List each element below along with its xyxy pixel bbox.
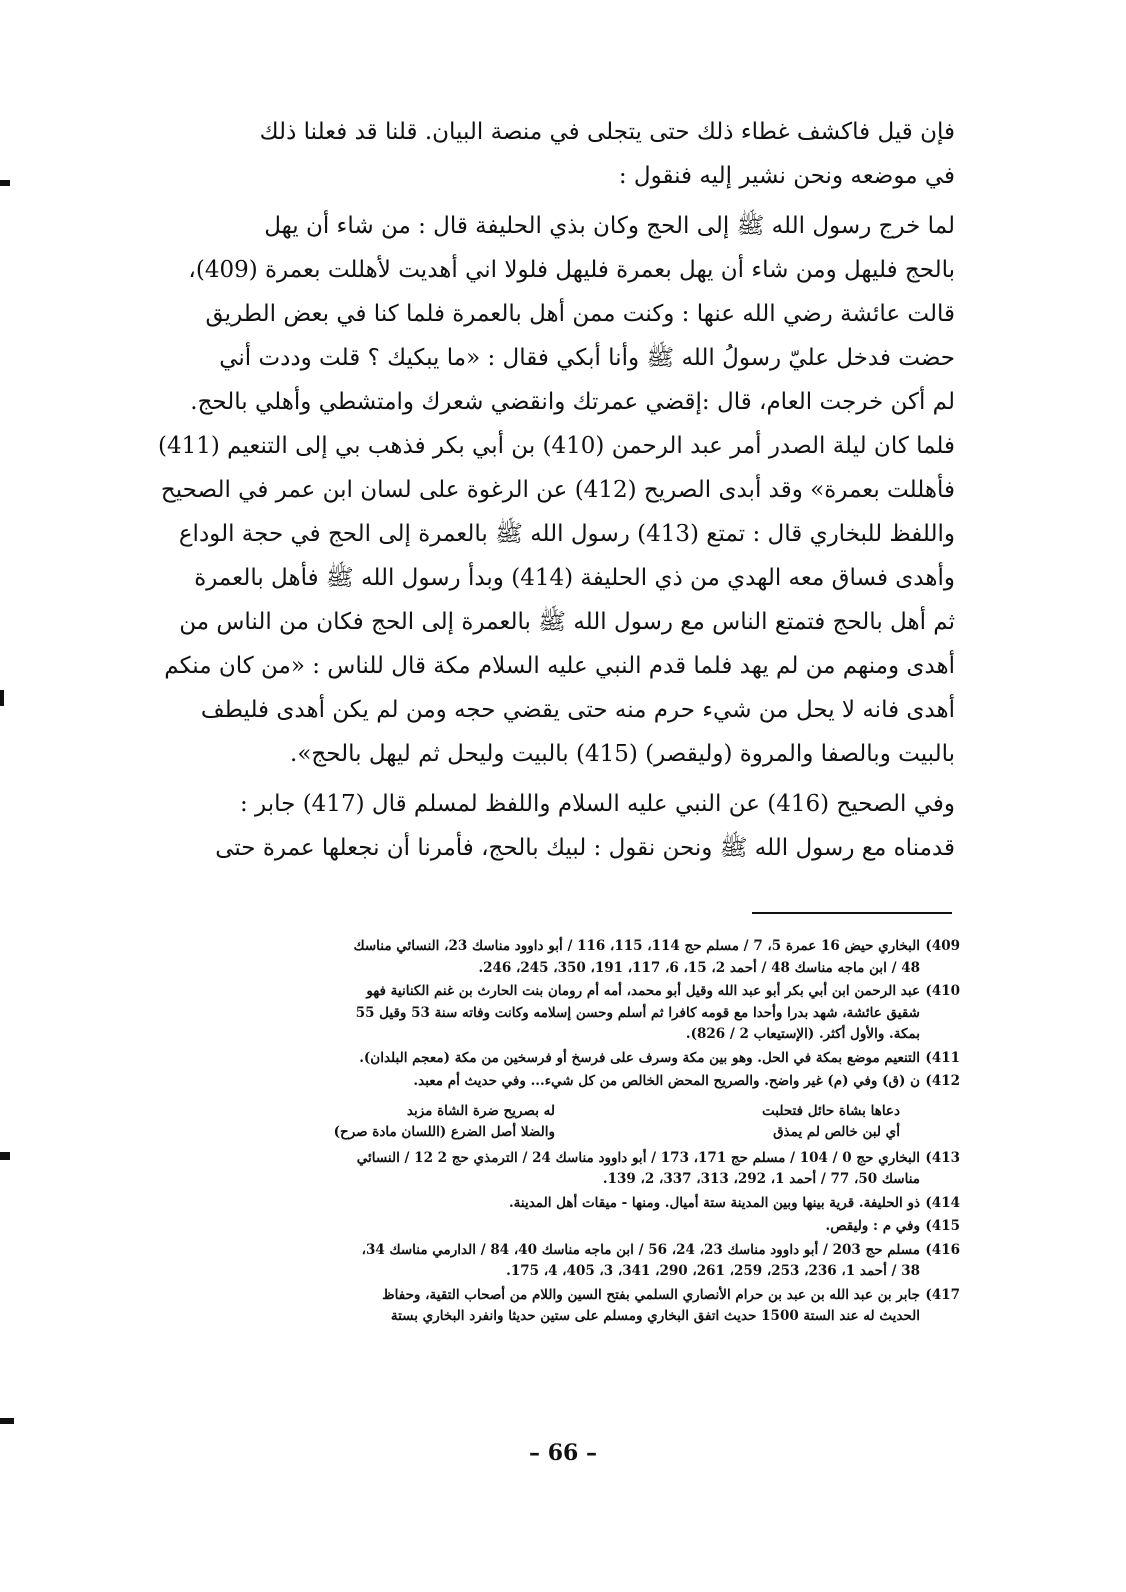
verse-hemistich: والضلا أصل الضرع (اللسان مادة صرح): [333, 1124, 555, 1140]
footnote-text: [190, 936, 920, 979]
footnote-text: [190, 1148, 920, 1191]
scan-edge-mark: [0, 1418, 14, 1424]
text-line: قدمناه مع رسول الله ﷺ ونحن نقول : لبيك بالحج، فأمرنا أن نجعلها عمرة حتى: [215, 835, 955, 861]
footnote-text: [190, 1216, 920, 1238]
text-line: فلما كان ليلة الصدر أمر عبد الرحمن (410) بن أبي بكر فذهب بي إلى التنعيم (411): [157, 433, 955, 459]
footnote: [190, 1240, 960, 1283]
footnote: [190, 936, 960, 979]
footnote-line: ذو الحليفة. قرية بينها وبين المدينة ستة أميال. ومنها - ميقات أهل المدينة.: [508, 1194, 920, 1211]
footnote-text: [190, 1285, 920, 1328]
scan-edge-mark: [0, 180, 10, 186]
text-line: بالبيت وبالصفا والمروة (وليقصر) (415) بالبيت وليحل ثم ليهل بالحج».: [290, 741, 955, 767]
text-line: أهدى ومنهم من لم يهد فلما قدم النبي عليه السلام مكة قال للناس : «من كان منكم: [164, 653, 955, 679]
footnote-number: 412): [925, 1073, 960, 1089]
text-line: لما خرج رسول الله ﷺ إلى الحج وكان بذي الحليفة قال : من شاء أن يهل: [264, 213, 955, 239]
footnote-line: بمكة. والأول أكثر. (الإستيعاب 2 / 826).: [685, 1026, 920, 1042]
footnotes: [190, 936, 960, 1330]
footnote-text: [190, 1071, 920, 1093]
footnote-line: البخاري حيض 16 عمرة 5، 7 / مسلم حج 114، 115، 116 / أبو داوود مناسك 23، النسائي مناسك: [353, 938, 920, 954]
paragraph: [200, 110, 955, 198]
footnote-number: 416): [925, 1241, 960, 1258]
text-line: لم أكن خرجت العام، قال :إقضي عمرتك وانقضي شعرك وامتشطي وأهلي بالحج.: [190, 389, 955, 415]
text-line: وفي الصحيح (416) عن النبي عليه السلام واللفظ لمسلم قال (417) جابر :: [240, 791, 955, 817]
paragraph: [200, 782, 955, 870]
text-line: واللفظ للبخاري قال : تمتع (413) رسول الله ﷺ بالعمرة إلى الحج في حجة الوداع: [178, 521, 955, 547]
text-line: فإن قيل فاكشف غطاء ذلك حتى يتجلى في منصة البيان. قلنا قد فعلنا ذلك: [259, 119, 955, 145]
footnote-divider: [752, 912, 952, 914]
footnote-line: ن (ق) وفي (م) غير واضح. والصريح المحض الخالص من كل شيء... وفي حديث أم معبد.: [413, 1073, 920, 1089]
footnote-line: مناسك 50، 77 / أحمد 1، 292، 313، 337، 2، 139.: [602, 1171, 920, 1187]
footnote-text: [190, 1048, 920, 1070]
footnote-line: الحديث له عند الستة 1500 حديث اتفق البخاري ومسلم على ستين حديثا وانفرد البخاري بستة: [390, 1308, 920, 1324]
footnote-number: 415): [925, 1218, 960, 1234]
footnote: [190, 1071, 960, 1093]
scan-edge-mark: [0, 690, 4, 706]
text-line: أهدى فانه لا يحل من شيء حرم منه حتى يقضي حجه ومن لم يكن أهدى فليطف: [200, 697, 955, 723]
footnote: [190, 1193, 960, 1215]
footnote-line: 48 / ابن ماجه مناسك 48 / أحمد 2، 15، 6، 117، 191، 350، 245، 246.: [478, 959, 920, 976]
text-line: قالت عائشة رضي الله عنها : وكنت ممن أهل بالعمرة فلما كنا في بعض الطريق: [205, 301, 955, 327]
scan-edge-mark: [0, 1152, 10, 1160]
text-line: حضت فدخل عليّ رسولُ الله ﷺ وأنا أبكي فقال : «ما يبكيك ؟ قلت وددت أني: [219, 345, 955, 371]
text-line: بالحج فليهل ومن شاء أن يهل بعمرة فليهل فلولا اني أهديت لأهللت بعمرة (409)،: [188, 257, 955, 283]
footnote-number: 411): [925, 1049, 960, 1066]
footnote-number: 409): [925, 938, 960, 954]
footnote-line: جابر بن عبد الله بن عبد بن حرام الأنصاري السلمي بفتح السين واللام من أصحاب التقية، وحفاظ: [382, 1286, 920, 1303]
poetry-verse: [190, 1095, 960, 1148]
footnote-line: التنعيم موضع بمكة في الحل. وهو بين مكة وسرف على فرسخ أو فرسخين من مكة (معجم البلدان).: [359, 1049, 920, 1066]
footnote: [190, 1216, 960, 1238]
text-line: وأهدى فساق معه الهدي من ذي الحليفة (414) وبدأ رسول الله ﷺ فأهل بالعمرة: [194, 565, 955, 591]
verse-hemistich: دعاها بشاة حائل فتحلبت: [762, 1102, 900, 1119]
text-line: في موضعه ونحن نشير إليه فنقول :: [618, 163, 955, 189]
page-number: – 66 –: [529, 1440, 597, 1466]
footnote-line: عبد الرحمن ابن أبي بكر أبو عبد الله وقيل أبو محمد، أمه أم رومان بنت الحارث بن غنم الكنانية فهو: [366, 983, 920, 999]
footnote-line: مسلم حج 203 / أبو داوود مناسك 23، 24، 56 / ابن ماجه مناسك 40، 84 / الدارمي مناسك 34،: [361, 1241, 920, 1258]
footnote-number: 414): [925, 1194, 960, 1211]
footnote-text: [190, 981, 920, 1046]
footnote: [190, 1285, 960, 1328]
footnote-line: البخاري حج 0 / 104 / مسلم حج 171، 173 / أبو داوود مناسك 24 / الترمذي حج 2 12 / النسائي: [356, 1149, 920, 1166]
footnote-line: وفي م : وليقص.: [825, 1218, 920, 1234]
footnote-number: 417): [925, 1286, 960, 1303]
text-line: ثم أهل بالحج فتمتع الناس مع رسول الله ﷺ بالعمرة إلى الحج فكان من الناس من: [179, 609, 955, 635]
paragraph: [157, 204, 955, 776]
footnote-line: 38 / أحمد 1، 236، 253، 259، 261، 290، 341، 3، 405، 4، 175.: [506, 1263, 920, 1279]
footnote-text: [190, 1240, 920, 1283]
verse-hemistich: له بصريح ضرة الشاة مزبد: [406, 1102, 555, 1119]
verse-hemistich: أي لبن خالص لم يمذق: [773, 1124, 900, 1140]
text-line: فأهللت بعمرة» وقد أبدى الصريح (412) عن الرغوة على لسان ابن عمر في الصحيح: [160, 477, 955, 503]
footnote-text: [190, 1193, 920, 1215]
footnote: [190, 1148, 960, 1191]
footnote-line: شقيق عائشة، شهد بدرا وأحدا مع قومه كافرا ثم أسلم وحسن إسلامه وكانت وفاته سنة 53 وقيل 55: [355, 1004, 920, 1021]
main-text: [157, 110, 955, 876]
footnote-number: 410): [925, 983, 960, 999]
footnote: [190, 1048, 960, 1070]
footnote-number: 413): [925, 1149, 960, 1166]
footnote: [190, 981, 960, 1046]
